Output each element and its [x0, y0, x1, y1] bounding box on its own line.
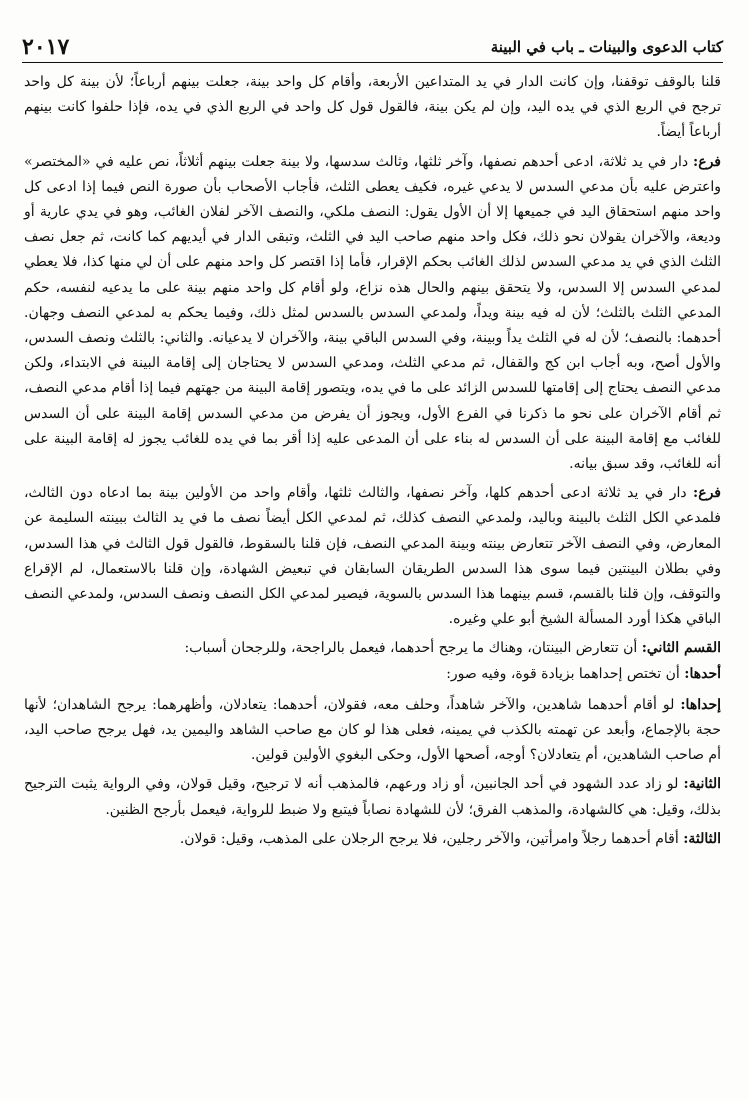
page-header [22, 22, 723, 63]
paragraph-label: الثانية: [683, 776, 721, 793]
paragraph-label: إحداها: [680, 696, 721, 713]
paragraph-case-3 [24, 827, 721, 852]
paragraph-text: قلنا بالوقف توقفنا، وإن كانت الدار في يد المتداعين الأربعة، وأقام كل واحد بينة، جعلت بينهم أرباعاً؛ لأن بينة كل واحد ترجح في الربع الذي في يده اليد، وإن لم يكن بينة، فالقول قول كل واحد في الربع الذي في يده، فإذا حلفوا كانت بينهم أرباعاً أيضاً. [24, 74, 721, 141]
paragraph-text: دار في يد ثلاثة ادعى أحدهم كلها، وآخر نصفها، والثالث ثلثها، وأقام واحد من الأولين بينة بما ادعاه دون الثالث، فلمدعي الكل الثلث بالبينة وباليد، ولمدعي النصف كذلك، ثم لمدعي الكل أيضاً نصف ما في يد الثالث ببينته السليمة عن المعارض، وفي النصف الآخر تتعارض بينته وبينة المدعي النصف، فإن قلنا بالسقوط، فالقول قول الثالث في هذا السدس، وفي بطلان البينتين فيما سوى هذا السدس الطريقان السابقان في تبعيض الشهادة، وإن قلنا بالاستعمال، لم الإقراع والتوقف، وإن قلنا بالقسم، قسم بينهما هذا السدس بالسوية، فيصير لمدعي الكل النصف ونصف السدس، ولمدعي النصف الباقي هكذا أورد المسألة الشيخ أبو علي وغيره. [24, 485, 721, 628]
paragraph-text: دار في يد ثلاثة، ادعى أحدهم نصفها، وآخر ثلثها، وثالث سدسها، ولا بينة جعلت بينهم أثلاثاً، نص عليه في «المختصر» واعترض عليه بأن مدعي السدس لا يدعي غيره، فكيف يعطى الثلث، فأجاب الأصحاب بأن صورة النص فيما إذا ادعى كل واحد منهم استحقاق اليد في جميعها إلا أن الأول يقول: النصف ملكي، والنصف الآخر لفلان الغائب، وهو في يدي عارية أو وديعة، والآخران يقولان نحو ذلك، فكل واحد منهم صاحب اليد في الثلث، وتبقى الدار في أيديهم كما كانت، ثم جعل نصف الثلث الذي في يد مدعي السدس لذلك الغائب بحكم الإقرار، فأما إذا اقتصر كل واحد منهم على أن لي منها كذا، فلا يعطي لمدعي السدس إلا السدس، ولا يتحقق بينهم والحال هذه نزاع، ولو أقام كل واحد منهم بينة على ما يدعيه لنفسه، حكم المدعي الثلث بالثلث؛ لأن له فيه بينة ويداً، ولمدعي السدس بالسدس لمثل ذلك، وفيما يحكم به لمدعي النصف وجهان. أحدهما: بالنصف؛ لأن له في الثلث يداً وبينة، وفي السدس الباقي بينة، والآخران لا يدعيانه. والثاني: بالثلث ونصف السدس، والأول أصح، وبه أجاب ابن كج والقفال، ثم مدعي الثلث، ومدعي السدس لا يحتاجان إلى إقامة البينة في الابتداء، ولكن مدعي النصف يحتاج إلى إقامتها للسدس الزائد على ما في يده، ويتصور إقامة البينة من جهتهم فيما إذا أقام مدعي النصف، ثم أقام الآخران على نحو ما ذكرنا في الفرع الأول، ويجوز أن يفرض من مدعي السدس إقامة البينة على أن السدس للغائب مع إقامة البينة على أن السدس له بناء على أن المدعى عليه إذا أقر بما في يده للغائب يجوز له إقامة البينة على أنه للغائب، وقد سبق بيانه. [24, 153, 721, 473]
paragraph-label: أحدها: [684, 665, 721, 682]
paragraph-second-section [24, 636, 721, 661]
paragraph-case-2 [24, 772, 721, 822]
paragraph-label: فرع: [693, 153, 721, 170]
paragraph-label: فرع: [693, 485, 721, 502]
paragraph-first-reason [24, 662, 721, 687]
body-text [24, 70, 721, 852]
paragraph-text: لو زاد عدد الشهود في أحد الجانبين، أو زاد ورعهم، فالمذهب أنه لا ترجيح، وقيل قولان، وفي الرواية يثبت الترجيح بذلك، وقيل: هي كالشهادة، والمذهب الفرق؛ لأن للشهادة نصاباً فيتبع ولا ضبط للرواية، فيعمل بأرجح الظنين. [24, 776, 721, 818]
page-number: ٢٠١٧ [22, 34, 70, 60]
paragraph-label: القسم الثاني: [641, 640, 721, 657]
paragraph-text: لو أقام أحدهما شاهدين، والآخر شاهداً، وحلف معه، فقولان، أحدهما: يتعادلان، وأظهرهما: يرجح الشاهدان؛ لأنها حجة بالإجماع، وأبعد عن تهمته بالكذب في يمينه، فعلى هذا لو كان مع صاحب الشاهد واليمين يد، فهل يرجح صاحب اليد، أم صاحب الشاهدين، أم يتعادلان؟ أوجه، أصحها الأول، وحكى البغوي الأولين قولين. [24, 696, 721, 764]
paragraph-text: أن تختص إحداهما بزيادة قوة، وفيه صور: [446, 665, 680, 682]
paragraph-branch-2 [24, 481, 721, 632]
paragraph-branch-1 [24, 150, 721, 478]
paragraph-continuation [24, 70, 721, 146]
paragraph-case-1 [24, 693, 721, 769]
running-title: كتاب الدعوى والبينات ـ باب في البينة [490, 38, 723, 56]
paragraph-text: أن تتعارض البينتان، وهناك ما يرجح أحدهما، فيعمل بالراجحة، وللرجحان أسباب: [184, 640, 638, 657]
paragraph-label: الثالثة: [683, 830, 721, 847]
paragraph-text: أقام أحدهما رجلاً وامرأتين، والآخر رجلين، فلا يرجح الرجلان على المذهب، وقيل: قولان. [179, 830, 679, 847]
